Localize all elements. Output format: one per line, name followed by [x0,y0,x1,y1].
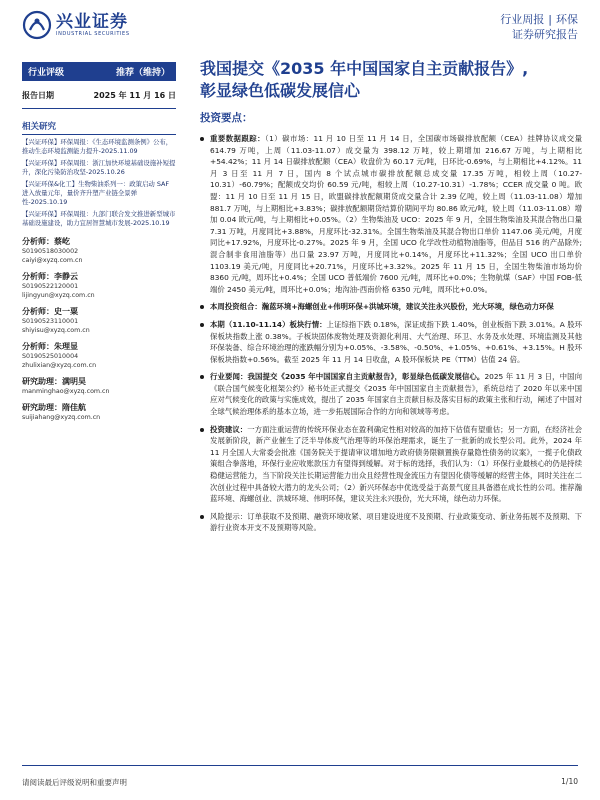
company-logo [22,10,130,40]
highlight-lead: 本周投资组合： [210,302,262,312]
analyst-card [22,341,176,370]
highlight-lead: 投资建议： [210,424,248,434]
analyst-license: S0190525010004 [22,353,79,360]
related-item[interactable]: 【兴证环保】环保周报：九部门联合发文推进新型城市基础设施建设，助力宜居智慧城市发展-2025.10.19 [22,210,176,227]
analyst-name: 分析师：蔡屹 [22,237,70,246]
category-separator: | [548,13,552,26]
page-footer [0,765,600,800]
highlight-item [200,301,582,313]
assistant-card [22,376,176,396]
highlight-text: 一方面注重运营的传统环保业态在盈利确定性相对较高的加持下估值有望重估；另一方面，在经济社会发展新阶段，新产业催生了泛半导体废气治理等的环保治理需求，诞生了一批新的成长型公司。此外，2024 年 11 月全国人大常委会批准《国务院关于提请审议增加地方政府债务限额置换存量隐性债务的议案》，一揽子化债政策组合拳落地，环保行业应收账款压力有望得到缓解。对于标的选择，我们认为：（1）环保行业最核心的仍是持续稳健运营能力，当下阶段关注长期运营能力出众且经营性现金流压力有望因化债等缓解的经营主体，同时关注在二次创业过程中具备较大潜力的龙头公司；（2）新兴环保态中优选受益于高景气度且具备潜在成长性的公司。推荐瀚蓝环境、海螺创业、洪城环境、伟明环保，建议关注永兴股份，光大环境，绿色动力环保。 [210,424,582,504]
analyst-name: 分析师：李静云 [22,272,78,281]
related-item[interactable]: 【兴证环保&化工】生物柴油系列一：政策启动 SAF 进入放量元年，量价齐升塑产业链全景弹性-2025.10.19 [22,180,170,206]
analyst-card [22,271,176,300]
related-research-title: 相关研究 [22,120,176,135]
analyst-license: S0190518030002 [22,248,79,255]
bullet-dot-icon [200,323,204,327]
analyst-license: S0190522120001 [22,283,79,290]
sidebar [22,62,176,428]
highlight-item [200,424,582,505]
highlights-list [200,133,582,534]
disclaimer-note[interactable]: 请阅读最后评级说明和重要声明 [22,778,127,787]
logo-name-en: INDUSTRIAL SECURITIES [56,30,130,37]
related-item[interactable]: 【兴证环保】环保周报：浙江加快环境基础设施补短提升，深化污染防治攻坚-2025.10.26 [22,159,176,176]
highlight-lead: 本期（11.10-11.14）板块行情： [210,319,327,329]
report-category [500,12,578,42]
bullet-dot-icon [200,137,204,141]
analyst-card [22,306,176,335]
highlight-text: （1）碳市场：11 月 10 日至 11 月 14 日，全国碳市场碳排放配额（CEA）挂牌协议成交量 614.79 万吨，上周（11.03-11.07）成交量为 398.12 万吨，较上期增加 216.67 万吨，与上期相比+54.42%；11 月 14 日碳排放配额（CEA）收盘价为 60.17 元/吨，日环比-0.69%，与上期相比+4.12%。11 月 3 日至 11 月 7 日，国内 8 个试点城市碳排放配额总成交量 17.35 万吨，相较上周（10.27-10.31）-60.79%；配额成交均价 60.59 元/吨，相较上周（10.27-10.31）-1.78%；CCER 成交量 0 吨。欧盟：11 月 10 日至 11 月 15 日，欧盟碳排放配额期货成交量合计 2.39 亿吨，较上周（11.03-11.08）增加 881.7 万吨，与上期相比+3.83%；碳排放配额期货结算价期间平均 80.86 欧元/吨，较上周（11.03-11.08）增加 0.04 欧元/吨，与上期相比+0.05%。（2）生物柴油及 UCO：2025 年 9 月，全国生物柴油及其混合物出口量 7.31 万吨，月度同比+3.88%，月度环比-32.31%。全国生物柴油及其混合物出口单价 1147.06 美元/吨，月度同比+17.92%，月度环比-0.27%。2025 年 9 月，全国 UCO 化学改性动植物油脂等，但品目 516 的产品除外;混合制非食用油脂等）出口量 23.97 万吨，月度同比+0.14%，月度环比+11.32%；全国 UCO 出口单价 1103.19 美元/吨，月度同比+20.71%，月度环比+3.32%。2025 年 11 月 15 日，全国生物柴油市场均价 8360 元/吨，周环比+0.4%；全国 UCO 普低端价 7600 元/吨，周环比+0.0%；生物航煤（SAF）中国 FOB-低端价 2450 美元/吨，周环比+0.0%；地沟油-西南价格 6350 元/吨，周环比+0.0%。 [210,134,582,294]
rating-label: 行业评级 [28,68,65,78]
highlight-item [200,371,582,417]
date-value: 2025 年 11 月 16 日 [93,91,176,100]
logo-name-cn: 兴业证券 [56,11,128,32]
report-type: 行业周报 [500,13,545,26]
investment-highlights-heading: 投资要点： [200,112,253,124]
highlight-text: 2025 年 11 月 3 日，中国向《联合国气候变化框架公约》秘书处正式提交《2035 年中国国家自主贡献报告》，系统总结了 2020 年以来中国应对气候变化的政策与实施成效，提出了 2035 年国家自主贡献目标及落实目标的政策主张和行动，阐述了中国对全球气候治理体系的基本立场，进一步拓展国际合作的方向和领域等考虑。 [210,372,582,417]
page-header [0,0,600,50]
main-content [200,58,582,540]
analyst-email[interactable]: caiyi@xyzq.com.cn [22,257,83,264]
highlight-text: 瀚蓝环境+海螺创业+伟明环保+洪城环境，建议关注永兴股份，光大环境，绿色动力环保 [261,302,554,312]
footer-divider [22,765,578,766]
bullet-dot-icon [200,515,204,519]
report-kind: 证券研究报告 [512,28,578,41]
assistant-name: 研究助理：满明昊 [22,377,86,386]
logo-mark-icon [22,10,52,40]
highlight-item [200,133,582,295]
rating-value: 推荐（维持） [115,68,170,78]
date-label: 报告日期 [22,91,54,100]
assistant-name: 研究助理：隋佳航 [22,403,86,412]
highlight-lead: 重要数据跟踪： [210,134,265,143]
page-number: 1/10 [561,777,578,786]
analyst-name: 分析师：朱理显 [22,342,78,351]
industry-tag: 环保 [556,13,578,26]
bullet-dot-icon [200,305,204,309]
assistant-email[interactable]: suijiahang@xyzq.com.cn [22,414,101,421]
assistant-email[interactable]: manminghao@xyzq.com.cn [22,388,110,395]
highlight-lead: 行业要闻：我国提交《2035 年中国国家自主贡献报告》，彰显绿色低碳发展信心。 [210,372,485,382]
analyst-list [22,236,176,422]
report-title-line: 彰显绿色低碳发展信心 [200,81,361,100]
report-title [200,58,582,102]
report-title-line: 我国提交《2035 年中国国家自主贡献报告》, [200,59,529,78]
highlight-item [200,511,582,534]
analyst-license: S0190523110001 [22,318,79,325]
related-research-list [22,138,176,228]
industry-rating [22,62,176,81]
analyst-email[interactable]: zhulixian@xyzq.com.cn [22,362,97,369]
related-item[interactable]: 【兴证环保】环保周报：《生态环境监测条例》公布，推动生态环境监测能力提升-2025.11.09 [22,138,173,155]
assistant-card [22,402,176,422]
analyst-card [22,236,176,265]
highlight-text: 上证综指下跌 0.18%，深证成指下跌 1.40%，创业板指下跌 3.01%。A 股环保板块指数上涨 0.38%。子板块固体废物处理及资源化利用、大气治理、环卫、水务及水处理、环境监测及其他环保装备、综合环境治理的涨跌幅分别为+0.05%、-3.58%、-0.50%、+1.05%、+0.61%、+3.15%。H 股环保板块指数+0.56%。截至 2025 年 11 月 14 日收盘，A 股环保板块 PE（TTM）估值 24 倍。 [210,319,583,364]
risk-warning-text: 风险提示：订单获取不及预期、融资环境收紧、项目建设进度不及预期、行业政策变动、新业务拓展不及预期、下游行业资本开支不及预期等风险。 [210,511,582,533]
bullet-dot-icon [200,375,204,379]
report-date [22,90,176,109]
analyst-email[interactable]: shiyisu@xyzq.com.cn [22,327,90,334]
analyst-name: 分析师：史一粟 [22,307,78,316]
highlight-item [200,319,582,365]
analyst-email[interactable]: lijingyun@xyzq.com.cn [22,292,95,299]
bullet-dot-icon [200,428,204,432]
